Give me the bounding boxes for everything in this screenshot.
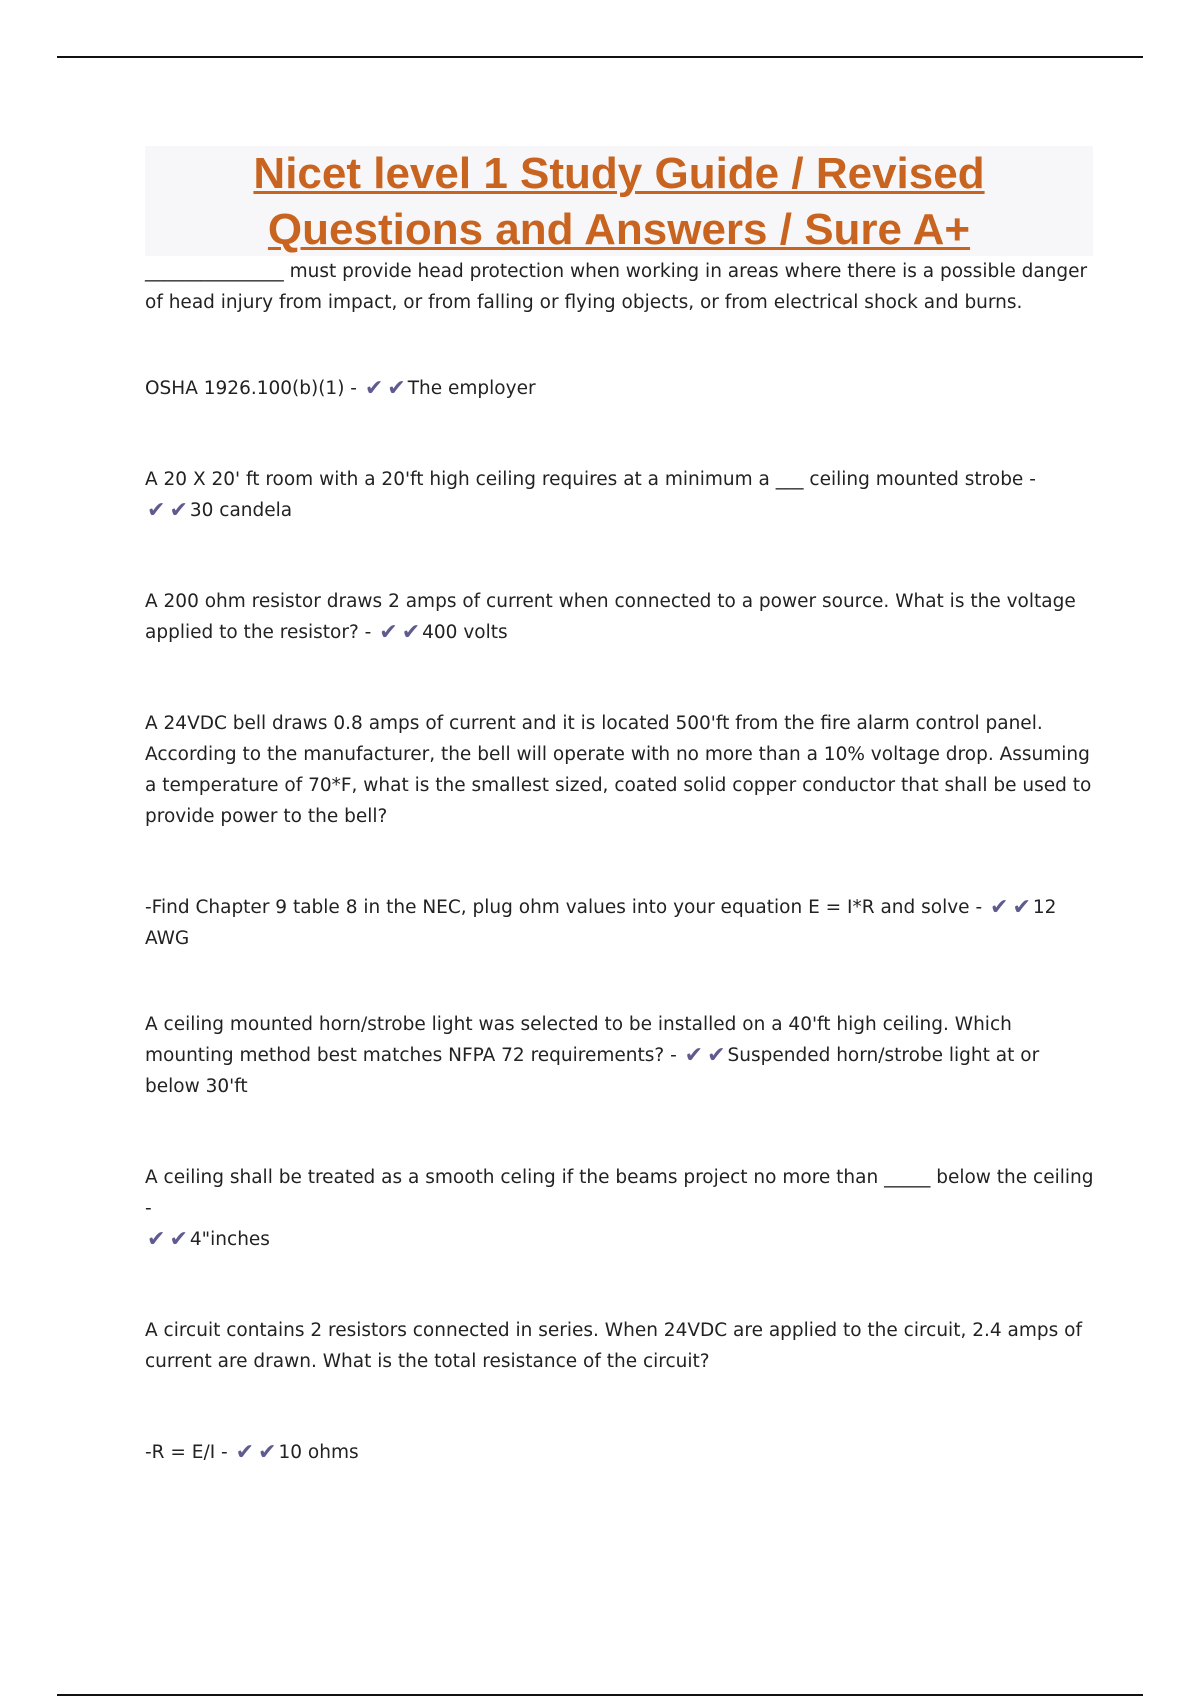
- check-icon: ✔: [684, 1043, 704, 1068]
- answer-4: [145, 892, 1095, 954]
- question-6-text: A ceiling shall be treated as a smooth celing if the beams project no more than _____ below the ceiling -: [145, 1167, 1100, 1219]
- check-icon: ✔: [707, 1043, 726, 1068]
- check-icon: ✔: [169, 1227, 188, 1252]
- check-icon: ✔: [169, 498, 188, 523]
- check-icon: ✔: [401, 620, 421, 645]
- question-1-text: _______________ must provide head protection when working in areas where there is a possible danger of head injury from impact, or from falling or flying objects, or from electrical shock and burns.: [145, 261, 1094, 313]
- check-icon: ✔: [990, 895, 1009, 920]
- answer-1: [145, 373, 1095, 404]
- answer-4-prefix: -Find Chapter 9 table 8 in the NEC, plug ohm values into your equation E = I*R and solve -: [145, 897, 989, 918]
- answer-7-text: 10 ohms: [278, 1442, 359, 1463]
- question-3-text: A 200 ohm resistor draws 2 amps of current when connected to a power source. What is the voltage applied to the resistor? -: [145, 591, 1082, 643]
- answer-4-text: 12 AWG: [145, 897, 1063, 949]
- question-5: [145, 1009, 1095, 1102]
- check-icon: ✔: [258, 1440, 277, 1465]
- answer-7-prefix: -R = E/I -: [145, 1442, 234, 1463]
- document-title: [145, 146, 1093, 258]
- question-3: [145, 586, 1095, 648]
- top-rule: [57, 56, 1143, 58]
- check-icon: ✔: [235, 1440, 255, 1465]
- question-6: [145, 1162, 1100, 1255]
- bottom-rule: [57, 1694, 1143, 1696]
- title-line-1: Nicet level 1 Study Guide / Revised: [253, 149, 985, 198]
- question-2: [145, 464, 1095, 526]
- answer-6-text: 4"inches: [189, 1229, 270, 1250]
- answer-1-text: The employer: [407, 378, 536, 399]
- check-icon: ✔: [387, 376, 406, 401]
- question-7: [145, 1315, 1095, 1377]
- qa-content: [145, 256, 1100, 1468]
- check-icon: ✔: [364, 376, 384, 401]
- question-4: [145, 708, 1098, 832]
- answer-5-text: Suspended horn/strobe light at or below 30'ft: [145, 1045, 1046, 1097]
- answer-2-text: 30 candela: [189, 500, 293, 521]
- check-icon: ✔: [147, 1227, 166, 1252]
- check-icon: ✔: [147, 498, 166, 523]
- question-1: [145, 256, 1095, 318]
- question-2-text: A 20 X 20' ft room with a 20'ft high ceiling requires at a minimum a ___ ceiling mounted strobe -: [145, 469, 1042, 490]
- answer-7: [145, 1437, 1095, 1468]
- title-line-2: Questions and Answers / Sure A+: [267, 205, 971, 254]
- check-icon: ✔: [1012, 895, 1031, 920]
- answer-3-text: 400 volts: [422, 622, 508, 643]
- question-5-text: A ceiling mounted horn/strobe light was selected to be installed on a 40'ft high ceiling. Which mounting method best matches NFPA 72 requirements? -: [145, 1014, 1018, 1066]
- answer-1-prefix: OSHA 1926.100(b)(1) -: [145, 378, 363, 399]
- check-icon: ✔: [379, 620, 398, 645]
- question-4-text: A 24VDC bell draws 0.8 amps of current and it is located 500'ft from the fire alarm control panel. According to the manufacturer, the bell will operate with no more than a 10% voltage drop. Assuming a temperature of 70*F, what is the smallest sized, coated solid copper conductor that shall be used to provide power to the bell?: [145, 713, 1098, 827]
- question-7-text: A circuit contains 2 resistors connected in series. When 24VDC are applied to the circuit, 2.4 amps of current are drawn. What is the total resistance of the circuit?: [145, 1320, 1088, 1372]
